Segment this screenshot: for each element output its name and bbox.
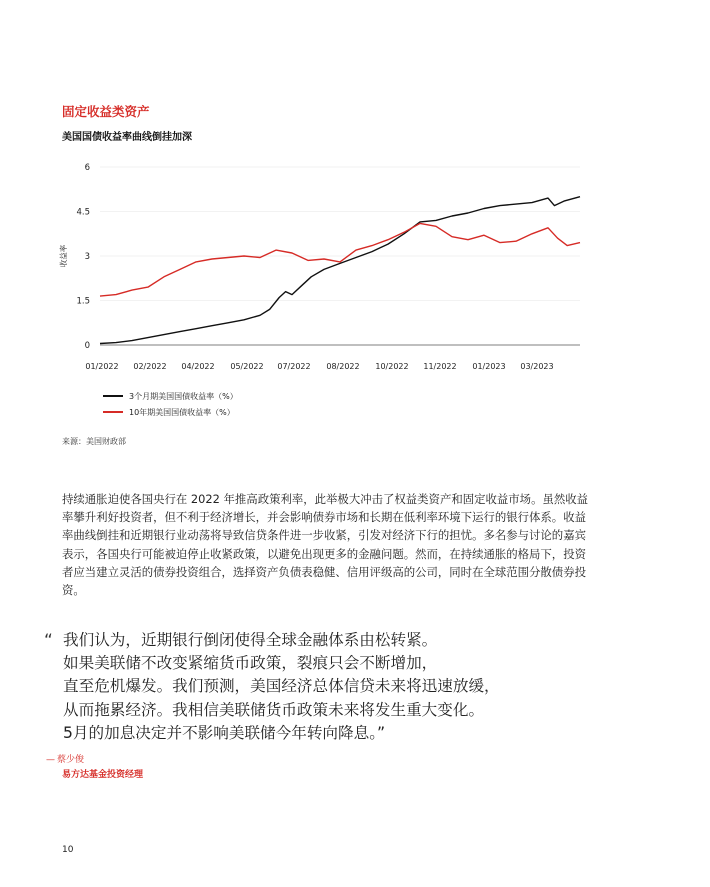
quote-line: 从而拖累经济。我相信美联储货币政策未来将发生重大变化。: [63, 700, 485, 719]
legend-item-3m: [103, 388, 238, 404]
author-name: 蔡少俊: [57, 755, 85, 765]
y-axis-ticks: [76, 163, 580, 351]
legend-label-3m: 3个月期美国国债收益率（%）: [129, 391, 238, 401]
legend-swatch-3m: [103, 395, 123, 397]
y-tick-label: 0: [84, 341, 90, 351]
x-tick-label: 03/2023: [520, 362, 554, 371]
y-tick-label: 1.5: [76, 296, 90, 307]
series-line-10y: [100, 223, 580, 296]
x-tick-label: 05/2022: [230, 362, 264, 371]
quote-line: 直至危机爆发。我们预测，美国经济总体信贷未来将迅速放缓，: [63, 677, 500, 696]
section-title: 固定收益类资产: [62, 104, 150, 119]
y-tick-label: 6: [84, 163, 90, 173]
chart-source: 来源：美国财政部: [62, 437, 126, 446]
author-title: 易方达基金投资经理: [62, 770, 144, 780]
quote-author: [46, 752, 84, 765]
x-tick-label: 10/2022: [375, 362, 409, 371]
legend-label-10y: 10年期美国国债收益率（%）: [129, 407, 235, 417]
x-tick-label: 11/2022: [423, 362, 457, 371]
x-axis-ticks: [85, 362, 553, 371]
chart-title: 美国国债收益率曲线倒挂加深: [62, 132, 192, 143]
quote-text: [63, 629, 623, 745]
quote-line: 我们认为，近期银行倒闭使得全球金融体系由松转紧。: [63, 631, 438, 649]
x-tick-label: 01/2022: [85, 362, 119, 371]
legend-item-10y: [103, 404, 238, 420]
quote-line: 如果美联储不改变紧缩货币政策，裂痕只会不断增加，: [63, 654, 438, 673]
series-lines: [100, 197, 580, 344]
x-tick-label: 07/2022: [277, 362, 311, 371]
page-number: 10: [62, 845, 74, 855]
x-tick-label: 02/2022: [133, 362, 167, 371]
x-tick-label: 08/2022: [326, 362, 360, 371]
body-paragraph: 持续通胀迫使各国央行在 2022 年推高政策利率，此举极大冲击了权益类资产和固定收益市场。虽然收益率攀升利好投资者，但不利于经济增长，并会影响债券市场和长期在低利率环境下运行的银行体系。收益率曲线倒挂和近期银行业动荡将导致信贷条件进一步收紧，引发对经济下行的担忧。多名参与讨论的嘉宾表示，各国央行可能被迫停止收紧政策，以避免出现更多的金融问题。然而，在持续通胀的格局下，投资者应当建立灵活的债券投资组合，选择资产负债表稳健、信用评级高的公司，同时在全球范围分散债券投资。: [62, 492, 589, 598]
series-line-3m: [100, 197, 580, 344]
x-tick-label: 01/2023: [472, 362, 506, 371]
y-tick-label: 4.5: [76, 207, 90, 218]
x-tick-label: 04/2022: [181, 362, 215, 371]
y-axis-label: 收益率: [59, 244, 68, 268]
legend-swatch-10y: [103, 411, 123, 413]
y-tick-label: 3: [84, 252, 90, 262]
quote-open-mark: “: [44, 631, 53, 651]
quote-line: 5月的加息决定并不影响美联储今年转向降息。”: [63, 723, 386, 742]
chart-legend: [103, 388, 238, 420]
author-dash: —: [46, 755, 55, 765]
